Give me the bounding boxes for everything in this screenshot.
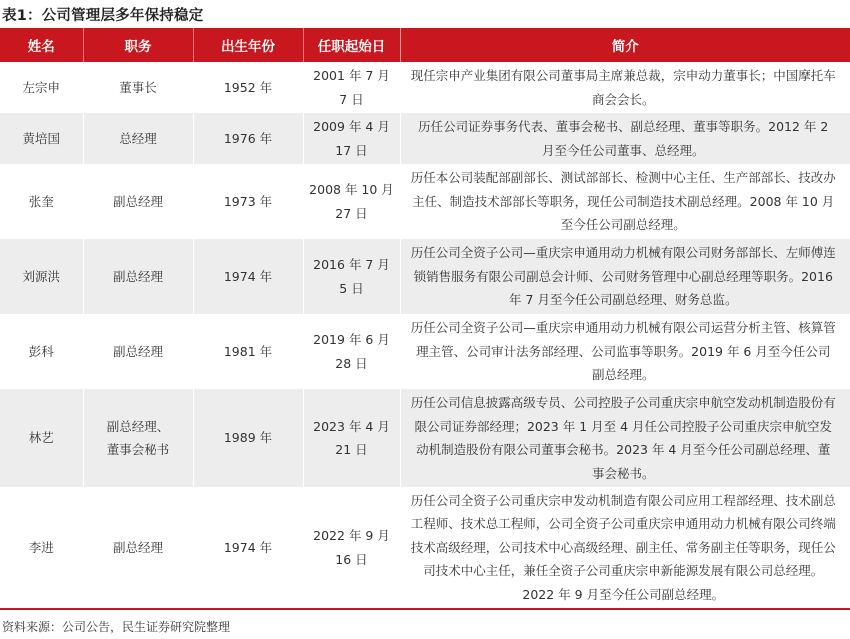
- cell-name: 黄培国: [0, 113, 83, 164]
- table-row: [0, 62, 850, 113]
- cell-birth-year: 1989 年: [193, 389, 303, 487]
- column-header-intro: 简介: [400, 28, 850, 62]
- cell-start-date: 2009 年 4 月 17 日: [303, 113, 400, 164]
- table-title: 表1：公司管理层多年保持稳定: [2, 8, 204, 24]
- cell-start-date: 2019 年 6 月 28 日: [303, 314, 400, 389]
- cell-start-date: 2008 年 10 月 27 日: [303, 164, 400, 239]
- role-line: 副总经理: [112, 193, 163, 209]
- cell-role: [83, 164, 193, 239]
- table-row: [0, 487, 850, 609]
- role-line: 董事会秘书: [106, 442, 170, 457]
- source-note: 资料来源：公司公告，民生证券研究院整理: [2, 620, 231, 634]
- cell-name: 李进: [0, 487, 83, 609]
- cell-intro: 历任公司全资子公司—重庆宗申通用动力机械有限公司运营分析主管、核算管理主管、公司审计法务部经理、公司监事等职务。2019 年 6 月至今任公司副总经理。: [400, 314, 850, 389]
- cell-birth-year: 1952 年: [193, 62, 303, 113]
- role-line: 副总经理: [112, 343, 163, 359]
- cell-birth-year: 1976 年: [193, 113, 303, 164]
- cell-birth-year: 1974 年: [193, 487, 303, 609]
- table-row: [0, 164, 850, 239]
- cell-start-date: 2022 年 9 月 16 日: [303, 487, 400, 609]
- management-table: [0, 28, 850, 610]
- cell-name: 刘源洪: [0, 239, 83, 314]
- table-header-row: [0, 28, 850, 62]
- cell-name: 张奎: [0, 164, 83, 239]
- cell-intro: 历任公司全资子公司重庆宗申发动机制造有限公司应用工程部经理、技术副总工程师、技术总工程师，公司全资子公司重庆宗申通用动力机械有限公司终端技术高级经理，公司技术中心高级经理、副主任、常务副主任等职务，现任公司技术中心主任，兼任全资子公司重庆宗申新能源发展有限公司总经理。2022 年 9 月至今任公司副总经理。: [400, 487, 850, 609]
- cell-birth-year: 1973 年: [193, 164, 303, 239]
- column-header-birth-year: 出生年份: [193, 28, 303, 62]
- cell-intro: 历任本公司装配部副部长、测试部部长、检测中心主任、生产部部长、技改办主任、制造技术部部长等职务，现任公司制造技术副总经理。2008 年 10 月至今任公司副总经理。: [400, 164, 850, 239]
- role-line: 副总经理: [112, 268, 163, 284]
- table-row: [0, 113, 850, 164]
- table-row: [0, 389, 850, 487]
- cell-start-date: 2001 年 7 月 7 日: [303, 62, 400, 113]
- cell-start-date: 2016 年 7 月 5 日: [303, 239, 400, 314]
- cell-intro: 历任公司证券事务代表、董事会秘书、副总经理、董事等职务。2012 年 2 月至今任公司董事、总经理。: [400, 113, 850, 164]
- column-header-start-date: 任职起始日: [303, 28, 400, 62]
- role-line: 副总经理: [112, 539, 163, 555]
- cell-role: [83, 389, 193, 487]
- cell-role: [83, 239, 193, 314]
- cell-start-date: 2023 年 4 月 21 日: [303, 389, 400, 487]
- role-line: 总经理: [119, 130, 157, 146]
- column-header-name: 姓名: [0, 28, 83, 62]
- cell-role: [83, 487, 193, 609]
- cell-role: [83, 314, 193, 389]
- cell-role: [83, 62, 193, 113]
- table-row: [0, 314, 850, 389]
- cell-intro: 历任公司全资子公司—重庆宗申通用动力机械有限公司财务部部长、左师傅连锁销售服务有限公司副总会计师、公司财务管理中心副总经理等职务。2016 年 7 月至今任公司副总经理、财务总监。: [400, 239, 850, 314]
- cell-name: 林艺: [0, 389, 83, 487]
- cell-role: [83, 113, 193, 164]
- cell-name: 彭科: [0, 314, 83, 389]
- cell-intro: 现任宗申产业集团有限公司董事局主席兼总裁，宗申动力董事长；中国摩托车商会会长。: [400, 62, 850, 113]
- role-line: 副总经理、: [106, 418, 170, 434]
- cell-birth-year: 1974 年: [193, 239, 303, 314]
- table-row: [0, 239, 850, 314]
- cell-name: 左宗申: [0, 62, 83, 113]
- cell-birth-year: 1981 年: [193, 314, 303, 389]
- role-line: 董事长: [119, 79, 157, 95]
- column-header-role: 职务: [83, 28, 193, 62]
- cell-intro: 历任公司信息披露高级专员、公司控股子公司重庆宗申航空发动机制造股份有限公司证券部经理；2023 年 1 月至 4 月任公司控股子公司重庆宗申航空发动机制造股份有限公司董事会秘书。2023 年 4 月至今任公司副总经理、董事会秘书。: [400, 389, 850, 487]
